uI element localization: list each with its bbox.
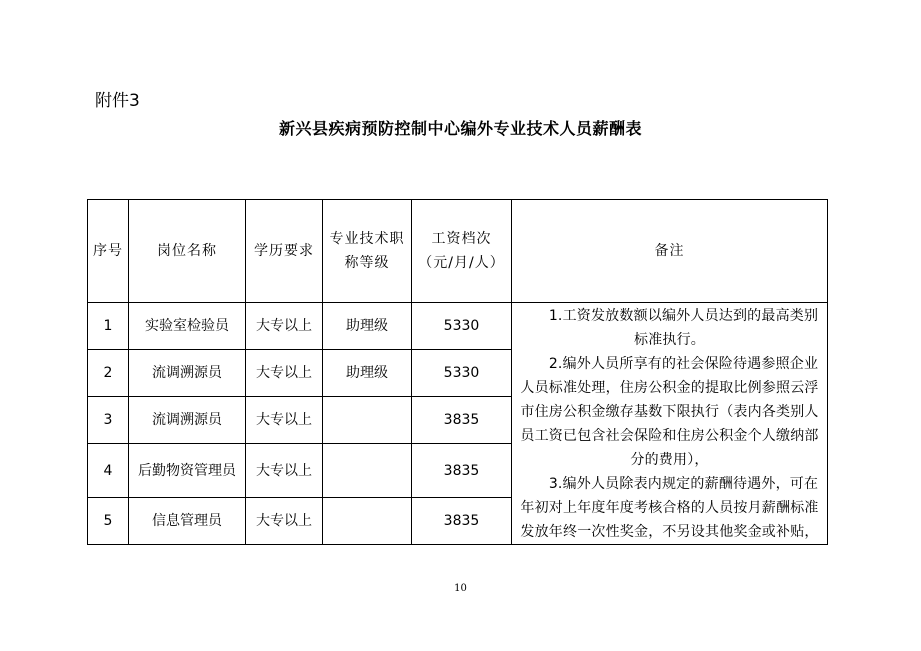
page-title: 新兴县疾病预防控制中心编外专业技术人员薪酬表 bbox=[278, 119, 642, 138]
cell-salary: 5330 bbox=[412, 350, 512, 397]
cell-seq: 4 bbox=[88, 444, 129, 498]
cell-education: 大专以上 bbox=[246, 444, 323, 498]
cell-title-level: 助理级 bbox=[323, 303, 412, 350]
cell-position: 后勤物资管理员 bbox=[129, 444, 246, 498]
cell-position: 实验室检验员 bbox=[129, 303, 246, 350]
header-remarks: 备注 bbox=[512, 200, 828, 303]
cell-seq: 2 bbox=[88, 350, 129, 397]
cell-title-level bbox=[323, 444, 412, 498]
header-title-level: 专业技术职称等级 bbox=[323, 200, 412, 303]
cell-position: 信息管理员 bbox=[129, 498, 246, 545]
attachment-label: 附件3 bbox=[95, 91, 140, 111]
remark-item: 2.编外人员所享有的社会保险待遇参照企业人员标准处理，住房公积金的提取比例参照云浮市住房公积金缴存基数下限执行（表内各类别人员工资已包含社会保险和住房公积金个人缴纳部分的费用）， bbox=[520, 355, 819, 468]
table-row bbox=[88, 303, 828, 350]
cell-salary: 3835 bbox=[412, 444, 512, 498]
header-position: 岗位名称 bbox=[129, 200, 246, 303]
salary-table bbox=[87, 199, 828, 545]
cell-seq: 1 bbox=[88, 303, 129, 350]
cell-seq: 3 bbox=[88, 397, 129, 444]
page-number: 10 bbox=[454, 583, 467, 594]
cell-education: 大专以上 bbox=[246, 397, 323, 444]
cell-title-level bbox=[323, 498, 412, 545]
cell-education: 大专以上 bbox=[246, 350, 323, 397]
cell-seq: 5 bbox=[88, 498, 129, 545]
cell-salary: 5330 bbox=[412, 303, 512, 350]
header-salary: 工资档次（元/月/人） bbox=[412, 200, 512, 303]
table-header-row bbox=[88, 200, 828, 303]
cell-salary: 3835 bbox=[412, 498, 512, 545]
cell-title-level bbox=[323, 397, 412, 444]
cell-salary: 3835 bbox=[412, 397, 512, 444]
remark-item: 3.编外人员除表内规定的薪酬待遇外，可在年初对上年度年度考核合格的人员按月薪酬标准发放年终一次性奖金，不另设其他奖金或补贴， bbox=[520, 475, 819, 540]
cell-education: 大专以上 bbox=[246, 303, 323, 350]
cell-title-level: 助理级 bbox=[323, 350, 412, 397]
cell-position: 流调溯源员 bbox=[129, 397, 246, 444]
remarks-cell bbox=[512, 303, 828, 545]
remark-item: 1.工资发放数额以编外人员达到的最高类别标准执行。 bbox=[548, 307, 819, 348]
header-seq: 序号 bbox=[88, 200, 129, 303]
header-education: 学历要求 bbox=[246, 200, 323, 303]
cell-education: 大专以上 bbox=[246, 498, 323, 545]
cell-position: 流调溯源员 bbox=[129, 350, 246, 397]
